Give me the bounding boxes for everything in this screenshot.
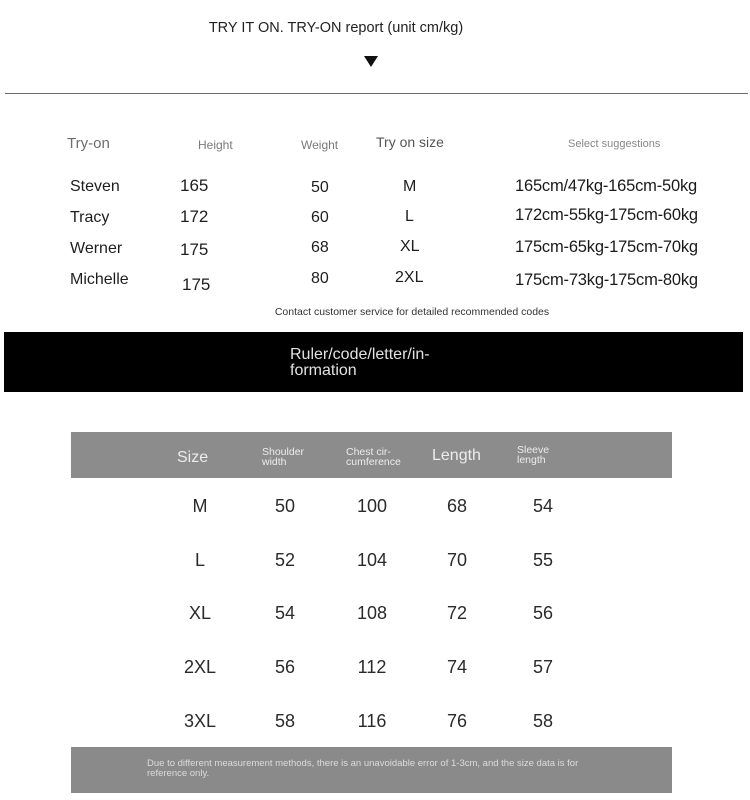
tryon-name: Tracy	[70, 209, 110, 226]
tryon-suggestion: 175cm-65kg-175cm-70kg	[515, 238, 698, 256]
size-cell-length: 76	[446, 711, 468, 731]
size-cell-sleeve: 54	[532, 496, 554, 516]
size-cell-size: L	[194, 550, 205, 570]
size-cell-length: 68	[446, 496, 468, 516]
tryon-name: Steven	[70, 178, 120, 195]
tryon-height: 175	[180, 240, 209, 259]
size-cell-shoulder: 54	[274, 603, 296, 623]
tryon-weight: 60	[311, 209, 329, 226]
tryon-size: L	[405, 208, 414, 225]
tryon-header-suggestion: Select suggestions	[568, 138, 661, 150]
size-cell-sleeve: 57	[532, 657, 554, 677]
size-cell-chest: 100	[356, 496, 388, 516]
measurement-note-box	[71, 747, 672, 793]
tryon-header-size: Try on size	[376, 134, 444, 150]
tryon-header-weight: Weight	[301, 138, 339, 152]
size-cell-shoulder: 50	[274, 496, 296, 516]
size-cell-chest: 108	[356, 603, 388, 623]
section-banner	[4, 332, 743, 392]
report-title: TRY IT ON. TRY-ON report (unit cm/kg)	[208, 20, 464, 36]
divider	[5, 93, 748, 94]
size-cell-length: 72	[446, 603, 468, 623]
size-cell-chest: 116	[357, 711, 387, 731]
size-header-length: Length	[432, 447, 481, 464]
tryon-name: Michelle	[70, 271, 129, 288]
size-table-header	[71, 432, 672, 478]
tryon-header-person: Try-on	[67, 135, 110, 152]
size-cell-size: 2XL	[183, 657, 217, 677]
tryon-weight: 80	[311, 270, 329, 287]
down-arrow-icon	[364, 56, 378, 67]
size-cell-shoulder: 58	[274, 711, 296, 731]
size-cell-shoulder: 52	[274, 550, 296, 570]
size-cell-shoulder: 56	[274, 657, 296, 677]
contact-note: Contact customer service for detailed recommended codes	[274, 306, 550, 318]
size-cell-size: XL	[188, 603, 212, 623]
size-header-size: Size	[177, 449, 209, 466]
size-header-sleeve: Sleeve length	[517, 444, 550, 466]
tryon-suggestion: 172cm-55kg-175cm-60kg	[515, 206, 698, 224]
size-cell-sleeve: 55	[532, 550, 554, 570]
tryon-suggestion: 165cm/47kg-165cm-50kg	[515, 177, 697, 195]
size-cell-length: 70	[446, 550, 468, 570]
size-cell-sleeve: 58	[532, 711, 554, 731]
tryon-height: 175	[182, 275, 211, 294]
size-header-shoulder: Shoulder width	[262, 446, 305, 468]
measurement-note: Due to different measurement methods, there is an unavoidable error of 1-3cm, and the size data is for reference only.	[147, 758, 579, 779]
tryon-weight: 68	[311, 239, 329, 256]
banner-text: Ruler/code/letter/in-formation	[290, 346, 430, 379]
size-header-chest: Chest cir-cumference	[346, 446, 401, 468]
tryon-suggestion: 175cm-73kg-175cm-80kg	[515, 271, 698, 289]
tryon-height: 165	[180, 176, 209, 195]
size-cell-size: M	[192, 496, 208, 516]
tryon-height: 172	[180, 207, 209, 226]
size-cell-length: 74	[446, 657, 468, 677]
size-cell-sleeve: 56	[532, 603, 554, 623]
tryon-size: M	[403, 178, 417, 195]
size-cell-chest: 112	[357, 657, 387, 677]
size-cell-chest: 104	[356, 550, 388, 570]
size-cell-size: 3XL	[183, 711, 217, 731]
tryon-header-height: Height	[198, 138, 233, 152]
tryon-size: XL	[400, 238, 420, 255]
tryon-weight: 50	[311, 179, 329, 196]
tryon-name: Werner	[70, 240, 123, 257]
tryon-size: 2XL	[395, 269, 424, 286]
